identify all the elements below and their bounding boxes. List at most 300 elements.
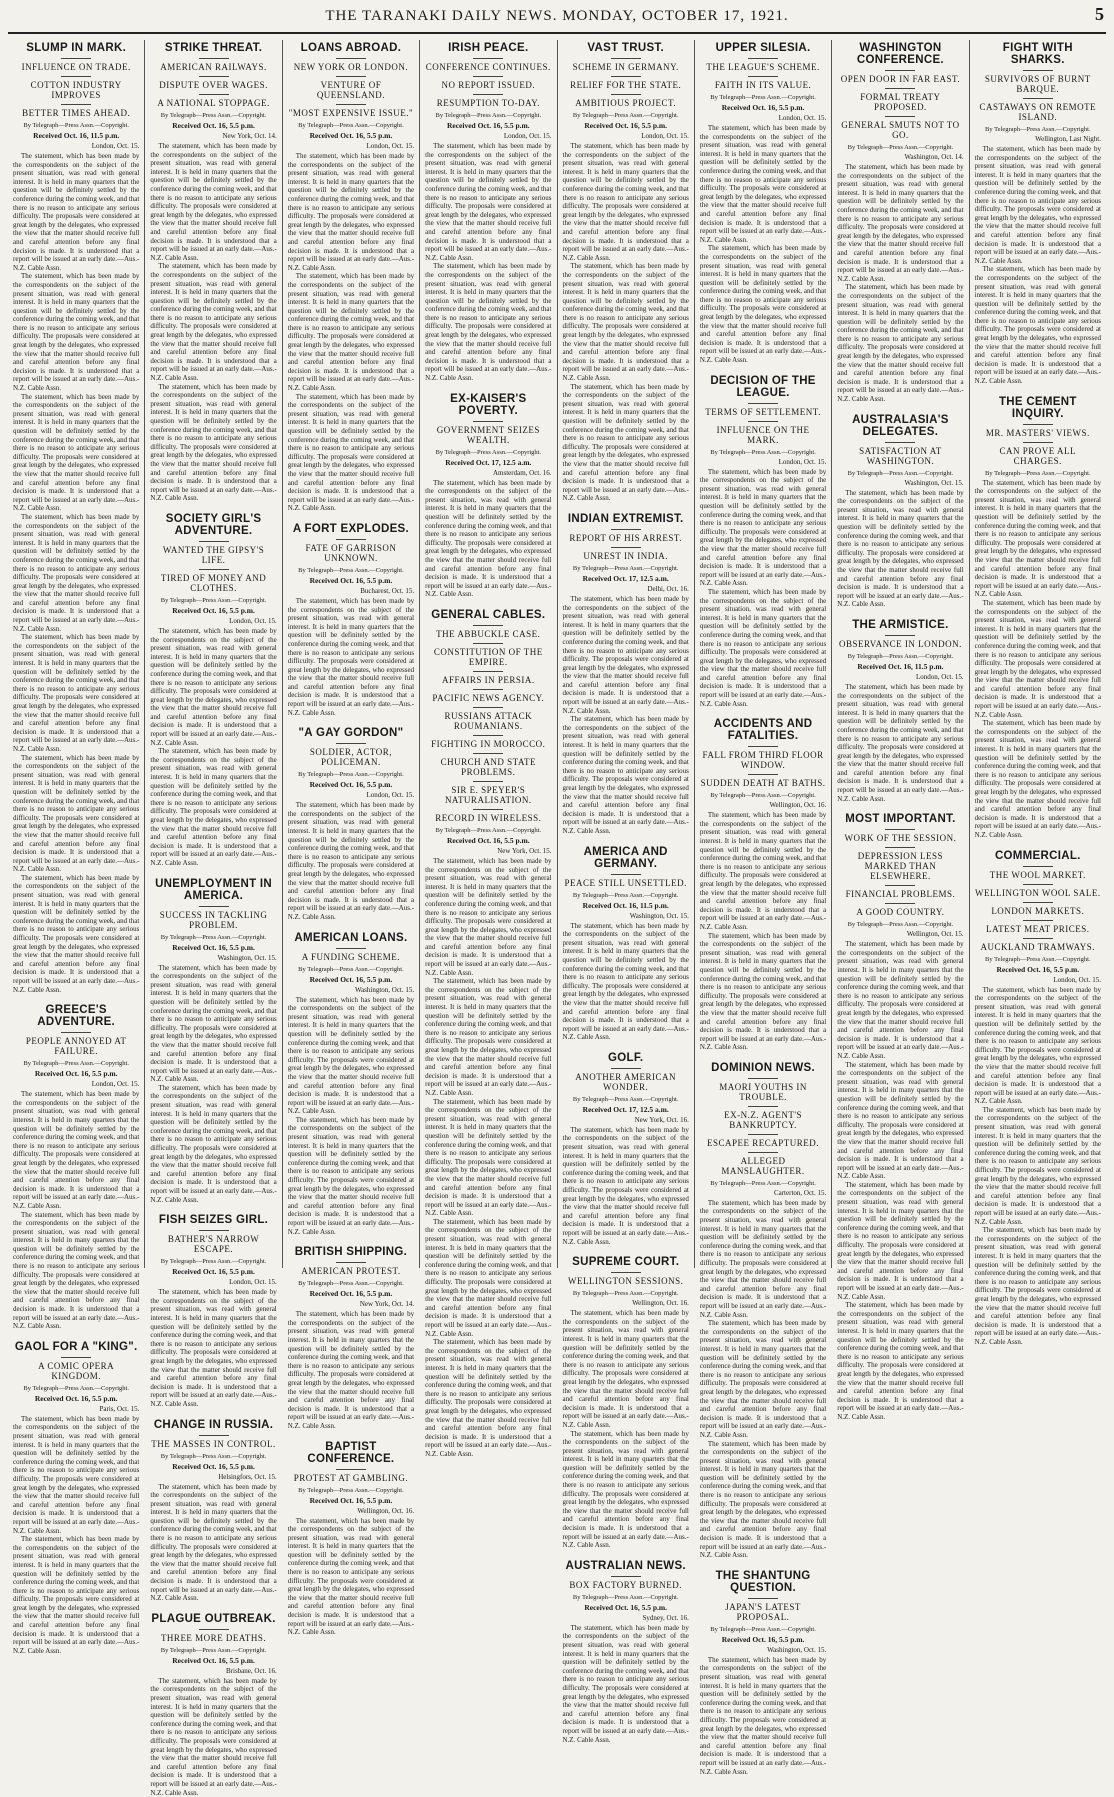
article-headline: CHANGE IN RUSSIA. <box>153 1418 274 1431</box>
divider <box>748 403 778 404</box>
divider <box>473 689 503 690</box>
place-date: Bucharest, Oct. 15. <box>360 586 415 595</box>
article-subheading: AMERICAN PROTEST. <box>301 1266 401 1277</box>
article-paragraph: The statement, which has been made by the correspondents on the subject of the present situation, was read with general interest. It is held in many quarters that the question will be definitely settled by the conference during the coming week, and that there is no reason to anticipate any serious difficulty. The proposals were considered at great length by the delegates, who expressed the view that the matter should receive full and careful attention before any final decision is made. It is understood that a report will be issued at an early date.—Aus.-N.Z. Cable Assn. <box>699 124 827 244</box>
place-date: London, Oct. 15. <box>778 457 827 466</box>
article-paragraph: The statement, which has been made by the correspondents on the subject of the present situation, was read with general interest. It is held in many quarters that the question will be definitely settled by the conference during the coming week, and that there is no reason to anticipate any serious difficulty. The proposals were considered at great length by the delegates, who expressed the view that the matter should receive full and careful attention before any final decision is made. It is understood that a report will be issued at an early date.—Aus.-N.Z. Cable Assn. <box>425 1217 552 1338</box>
article-subheading: CAN PROVE ALL CHARGES. <box>999 445 1077 466</box>
article-subheading: SCHEME IN GERMANY. <box>572 62 679 72</box>
article-subheading: LATEST MEAT PRICES. <box>986 923 1090 934</box>
press-dateline: By Telegraph—Press Assn.—Copyright. <box>572 112 679 119</box>
article-subheading: UNREST IN INDIA. <box>583 550 668 561</box>
article-subheading: CHURCH AND STATE PROBLEMS. <box>440 756 536 777</box>
place-date: Wellington, Oct. 16. <box>769 801 827 810</box>
article <box>563 513 689 836</box>
article-subheading: SUCCESS IN TACKLING PROBLEM. <box>159 909 268 930</box>
article-paragraph: The statement, which has been made by the correspondents on the subject of the present situation, was read with general interest. It is held in many quarters that the question will be definitely settled by the conference during the coming week, and that there is no reason to anticipate any serious difficulty. The proposals were considered at great length by the delegates, who expressed the view that the matter should receive full and careful attention before any final decision is made. It is understood that a report will be issued at an early date.—Aus.-N.Z. Cable Assn. <box>13 1090 140 1210</box>
article-paragraph: The statement, which has been made by the correspondents on the subject of the present situation, was read with general interest. It is held in many quarters that the question will be definitely settled by the conference during the coming week, and that there is no reason to anticipate any serious difficulty. The proposals were considered at great length by the delegates, who expressed the view that the matter should receive full and careful attention before any final decision is made. It is understood that a report will be issued at an early date.—Aus.-N.Z. Cable Assn. <box>699 587 827 708</box>
article-subheading: FIGHTING IN MOROCCO. <box>431 738 546 749</box>
divider <box>473 421 503 422</box>
divider <box>473 643 503 644</box>
divider <box>336 58 366 59</box>
press-dateline: By Telegraph—Press Assn.—Copyright. <box>572 1290 679 1298</box>
article <box>425 393 551 599</box>
press-dateline: By Telegraph—Press Assn.—Copyright. <box>847 921 954 929</box>
divider <box>473 753 503 754</box>
article-paragraph: The statement, which has been made by the correspondents on the subject of the present situation, was read with general interest. It is held in many quarters that the question will be definitely settled by the conference during the coming week, and that there is no reason to anticipate any serious difficulty. The proposals were considered at great length by the delegates, who expressed the view that the matter should receive full and careful attention before any final decision is made. It is understood that a report will be issued at an early date.—Aus.-N.Z. Cable Assn. <box>150 142 277 262</box>
article-paragraph: The statement, which has been made by the correspondents on the subject of the present situation, was read with general interest. It is held in many quarters that the question will be definitely settled by the conference during the coming week, and that there is no reason to anticipate any serious difficulty. The proposals were considered at great length by the delegates, who expressed the view that the matter should receive full and careful attention before any final decision is made. It is understood that a report will be issued at an early date.—Aus.-N.Z. Cable Assn. <box>13 512 140 633</box>
article-paragraph: The statement, which has been made by the correspondents on the subject of the present situation, was read with general interest. It is held in many quarters that the question will be definitely settled by the conference during the coming week, and that there is no reason to anticipate any serious difficulty. The proposals were considered at great length by the delegates, who expressed the view that the matter should receive full and careful attention before any final decision is made. It is understood that a report will be issued at an early date.—Aus.-N.Z. Cable Assn. <box>699 1198 827 1319</box>
received-line: Received Oct. 16, 5.5 p.m. <box>309 1495 393 1505</box>
article-headline: BRITISH SHIPPING. <box>294 1246 408 1259</box>
article-subheading: PROTEST AT GAMBLING. <box>293 1472 409 1483</box>
place-date: Washington, Oct. 15. <box>355 985 415 994</box>
article-paragraph: The statement, which has been made by the correspondents on the subject of the present situation, was read with general interest. It is held in many quarters that the question will be definitely settled by the conference during the coming week, and that there is no reason to anticipate any serious difficulty. The proposals were considered at great length by the delegates, who expressed the view that the matter should receive full and careful attention before any final decision is made. It is understood that a report will be issued at an early date.—Aus.-N.Z. Cable Assn. <box>699 931 827 1052</box>
press-dateline: By Telegraph—Press Assn.—Copyright. <box>710 1625 816 1633</box>
article <box>563 1256 689 1550</box>
article-subheading: WELLINGTON SESSIONS. <box>568 1276 684 1287</box>
place-date: London, Oct. 15. <box>503 132 552 140</box>
article-paragraph: The statement, which has been made by the correspondents on the subject of the present situation, was read with general interest. It is held in many quarters that the question will be definitely settled by the conference during the coming week, and that there is no reason to anticipate any serious difficulty. The proposals were considered at great length by the delegates, who expressed the view that the matter should receive full and careful attention before any final decision is made. It is understood that a report will be issued at an early date.—Aus.-N.Z. Cable Assn. <box>562 1623 689 1744</box>
article-subheading: DISPUTE OVER WAGES. <box>159 80 268 90</box>
article <box>288 932 414 1237</box>
article-paragraph: The statement, which has been made by the correspondents on the subject of the present situation, was read with general interest. It is held in many quarters that the question will be definitely settled by the conference during the coming week, and that there is no reason to anticipate any serious difficulty. The proposals were considered at great length by the delegates, who expressed the view that the matter should receive full and careful attention before any final decision is made. It is understood that a report will be issued at an early date.—Aus.-N.Z. Cable Assn. <box>837 283 964 404</box>
article-paragraph: The statement, which has been made by the correspondents on the subject of the present situation, was read with general interest. It is held in many quarters that the question will be definitely settled by the conference during the coming week, and that there is no reason to anticipate any serious difficulty. The proposals were considered at great length by the delegates, who expressed the view that the matter should receive full and careful attention before any final decision is made. It is understood that a report will be issued at an early date.—Aus.-N.Z. Cable Assn. <box>287 272 415 393</box>
divider <box>885 635 915 636</box>
article-subheading: NO REPORT ISSUED. <box>441 80 536 90</box>
divider <box>748 1106 778 1107</box>
article-paragraph: The statement, which has been made by the correspondents on the subject of the present situation, was read with general interest. It is held in many quarters that the question will be definitely settled by the conference during the coming week, and that there is no reason to anticipate any serious difficulty. The proposals were considered at great length by the delegates, who expressed the view that the matter should receive full and careful attention before any final decision is made. It is understood that a report will be issued at an early date.—Aus.-N.Z. Cable Assn. <box>13 1414 140 1535</box>
divider <box>336 948 366 949</box>
divider <box>473 671 503 672</box>
article-subheading: BATHER'S NARROW ESCAPE. <box>167 1234 260 1255</box>
article-paragraph: The statement, which has been made by the correspondents on the subject of the present situation, was read with general interest. It is held in many quarters that the question will be definitely settled by the conference during the coming week, and that there is no reason to anticipate any serious difficulty. The proposals were considered at great length by the delegates, who expressed the view that the matter should receive full and careful attention before any final decision is made. It is understood that a report will be issued at an early date.—Aus.-N.Z. Cable Assn. <box>837 1301 964 1421</box>
article-subheading: AFFAIRS IN PERSIA. <box>442 674 535 685</box>
article-paragraph: The statement, which has been made by the correspondents on the subject of the present situation, was read with general interest. It is held in many quarters that the question will be definitely settled by the conference during the coming week, and that there is no reason to anticipate any serious difficulty. The proposals were considered at great length by the delegates, who expressed the view that the matter should receive full and careful attention before any final decision is made. It is understood that a report will be issued at an early date.—Aus.-N.Z. Cable Assn. <box>699 1439 827 1560</box>
divider <box>885 88 915 89</box>
place-date: Paris, Oct. 15. <box>99 1404 140 1413</box>
article-paragraph: The statement, which has been made by the correspondents on the subject of the present situation, was read with general interest. It is held in many quarters that the question will be definitely settled by the conference during the coming week, and that there is no reason to anticipate any serious difficulty. The proposals were considered at great length by the delegates, who expressed the view that the matter should receive full and careful attention before any final decision is made. It is understood that a report will be issued at an early date.—Aus.-N.Z. Cable Assn. <box>425 262 552 383</box>
article-paragraph: The statement, which has been made by the correspondents on the subject of the present situation, was read with general interest. It is held in many quarters that the question will be definitely settled by the conference during the coming week, and that there is no reason to anticipate any serious difficulty. The proposals were considered at great length by the delegates, who expressed the view that the matter should receive full and careful attention before any final decision is made. It is understood that a report will be issued at an early date.—Aus.-N.Z. Cable Assn. <box>974 1226 1101 1346</box>
place-date: Brisbane, Oct. 16. <box>226 1666 277 1675</box>
article-headline: DECISION OF THE LEAGUE. <box>710 374 816 399</box>
divider <box>199 569 229 570</box>
article-paragraph: The statement, which has been made by the correspondents on the subject of the present situation, was read with general interest. It is held in many quarters that the question will be definitely settled by the conference during the coming week, and that there is no reason to anticipate any serious difficulty. The proposals were considered at great length by the delegates, who expressed the view that the matter should receive full and careful attention before any final decision is made. It is understood that a report will be issued at an early date.—Aus.-N.Z. Cable Assn. <box>287 392 415 513</box>
place-date: London, Oct. 15. <box>1053 975 1101 984</box>
press-dateline: By Telegraph—Press Assn.—Copyright. <box>985 955 1091 963</box>
news-column <box>832 40 969 1421</box>
divider <box>611 76 641 77</box>
article-subheading: SIR E. SPEYER'S NATURALISATION. <box>444 784 532 805</box>
article-paragraph: The statement, which has been made by the correspondents on the subject of the present situation, was read with general interest. It is held in many quarters that the question will be definitely settled by the conference during the coming week, and that there is no reason to anticipate any serious difficulty. The proposals were considered at great length by the delegates, who expressed the view that the matter should receive full and careful attention before any final decision is made. It is understood that a report will be issued at an early date.—Aus.-N.Z. Cable Assn. <box>562 1125 689 1246</box>
article-paragraph: The statement, which has been made by the correspondents on the subject of the present situation, was read with general interest. It is held in many quarters that the question will be definitely settled by the conference during the coming week, and that there is no reason to anticipate any serious difficulty. The proposals were considered at great length by the delegates, who expressed the view that the matter should receive full and careful attention before any final decision is made. It is understood that a report will be issued at an early date.—Aus.-N.Z. Cable Assn. <box>287 152 415 272</box>
divider <box>885 70 915 71</box>
article-subheading: CONSTITUTION OF THE EMPIRE. <box>433 646 543 667</box>
article-paragraph: The statement, which has been made by the correspondents on the subject of the present situation, was read with general interest. It is held in many quarters that the question will be definitely settled by the conference during the coming week, and that there is no reason to anticipate any serious difficulty. The proposals were considered at great length by the delegates, who expressed the view that the matter should receive full and careful attention before any final decision is made. It is understood that a report will be issued at an early date.—Aus.-N.Z. Cable Assn. <box>287 1115 415 1236</box>
article-paragraph: The statement, which has been made by the correspondents on the subject of the present situation, was read with general interest. It is held in many quarters that the question will be definitely settled by the conference during the coming week, and that there is no reason to anticipate any serious difficulty. The proposals were considered at great length by the delegates, who expressed the view that the matter should receive full and careful attention before any final decision is made. It is understood that a report will be issued at an early date.—Aus.-N.Z. Cable Assn. <box>13 753 140 874</box>
press-dateline: By Telegraph—Press Assn.—Copyright. <box>23 1060 129 1068</box>
place-date: Wellington, Oct. 15. <box>906 930 964 939</box>
article-paragraph: The statement, which has been made by the correspondents on the subject of the present situation, was read with general interest. It is held in many quarters that the question will be definitely settled by the conference during the coming week, and that there is no reason to anticipate any serious difficulty. The proposals were considered at great length by the delegates, who expressed the view that the matter should receive full and careful attention before any final decision is made. It is understood that a report will be issued at an early date.—Aus.-N.Z. Cable Assn. <box>974 145 1101 265</box>
article-subheading: TERMS OF SETTLEMENT. <box>705 406 821 417</box>
article-paragraph: The statement, which has been made by the correspondents on the subject of the present situation, was read with general interest. It is held in many quarters that the question will be definitely settled by the conference during the coming week, and that there is no reason to anticipate any serious difficulty. The proposals were considered at great length by the delegates, who expressed the view that the matter should receive full and careful attention before any final decision is made. It is understood that a report will be issued at an early date.—Aus.-N.Z. Cable Assn. <box>13 152 140 272</box>
article-paragraph: The statement, which has been made by the correspondents on the subject of the present situation, was read with general interest. It is held in many quarters that the question will be definitely settled by the conference during the coming week, and that there is no reason to anticipate any serious difficulty. The proposals were considered at great length by the delegates, who expressed the view that the matter should receive full and careful attention before any final decision is made. It is understood that a report will be issued at an early date.—Aus.-N.Z. Cable Assn. <box>974 985 1101 1106</box>
article-paragraph: The statement, which has been made by the correspondents on the subject of the present situation, was read with general interest. It is held in many quarters that the question will be definitely settled by the conference during the coming week, and that there is no reason to anticipate any serious difficulty. The proposals were considered at great length by the delegates, who expressed the view that the matter should receive full and careful attention before any final decision is made. It is understood that a report will be issued at an early date.—Aus.-N.Z. Cable Assn. <box>425 977 552 1097</box>
article-subheading: RECORD IN WIRELESS. <box>435 812 542 823</box>
article-headline: IRISH PEACE. <box>448 42 529 54</box>
press-dateline: By Telegraph—Press Assn.—Copyright. <box>298 1280 404 1288</box>
article-paragraph: The statement, which has been made by the correspondents on the subject of the present situation, was read with general interest. It is held in many quarters that the question will be definitely settled by the conference during the coming week, and that there is no reason to anticipate any serious difficulty. The proposals were considered at great length by the delegates, who expressed the view that the matter should receive full and careful attention before any final decision is made. It is understood that a report will be issued at an early date.—Aus.-N.Z. Cable Assn. <box>287 801 415 921</box>
divider <box>336 104 366 105</box>
divider <box>748 76 778 77</box>
news-column <box>283 40 420 1637</box>
article <box>13 1341 139 1656</box>
place-date: London, Oct. 15. <box>91 142 140 150</box>
received-line: Received Oct. 16, 5.5 p.m. <box>721 1634 805 1644</box>
press-dateline: By Telegraph—Press Assn.—Copyright. <box>160 1258 267 1266</box>
place-date: Sydney, Oct. 16. <box>642 1613 689 1622</box>
article-headline: SOCIETY GIRL'S ADVENTURE. <box>165 512 262 537</box>
article-subheading: MR. MASTERS' VIEWS. <box>985 427 1090 438</box>
article-paragraph: The statement, which has been made by the correspondents on the subject of the present situation, was read with general interest. It is held in many quarters that the question will be definitely settled by the conference during the coming week, and that there is no reason to anticipate any serious difficulty. The proposals were considered at great length by the delegates, who expressed the view that the matter should receive full and careful attention before any final decision is made. It is understood that a report will be issued at an early date.—Aus.-N.Z. Cable Assn. <box>13 873 140 994</box>
press-dateline: By Telegraph—Press Assn.—Copyright. <box>23 122 129 129</box>
article-headline: AMERICAN LOANS. <box>294 931 408 944</box>
article-subheading: SATISFACTION AT WASHINGTON. <box>859 445 942 466</box>
article <box>975 42 1101 386</box>
divider <box>611 94 641 95</box>
article-headline: THE CEMENT INQUIRY. <box>998 395 1077 420</box>
article-subheading: VENTURE OF QUEENSLAND. <box>316 80 386 100</box>
article-paragraph: The statement, which has been made by the correspondents on the subject of the present situation, was read with general interest. It is held in many quarters that the question will be definitely settled by the conference during the coming week, and that there is no reason to anticipate any serious difficulty. The proposals were considered at great length by the delegates, who expressed the view that the matter should receive full and careful attention before any final decision is made. It is understood that a report will be issued at an early date.—Aus.-N.Z. Cable Assn. <box>562 262 689 383</box>
article-headline: THE ARMISTICE. <box>852 618 949 631</box>
article-headline: UNEMPLOYMENT IN AMERICA. <box>155 877 273 902</box>
place-date: Amsterdam, Oct. 16. <box>492 468 552 477</box>
press-dateline: By Telegraph—Press Assn.—Copyright. <box>985 126 1091 133</box>
article-paragraph: The statement, which has been made by the correspondents on the subject of the present situation, was read with general interest. It is held in many quarters that the question will be definitely settled by the conference during the coming week, and that there is no reason to anticipate any serious difficulty. The proposals were considered at great length by the delegates, who expressed the view that the matter should receive full and careful attention before any final decision is made. It is understood that a report will be issued at an early date.—Aus.-N.Z. Cable Assn. <box>562 594 689 715</box>
press-dateline: By Telegraph—Press Assn.—Copyright. <box>435 826 542 834</box>
divider <box>336 743 366 744</box>
page-number: 5 <box>1095 4 1104 24</box>
divider <box>473 781 503 782</box>
press-dateline: By Telegraph—Press Assn.—Copyright. <box>710 448 816 456</box>
press-dateline: By Telegraph—Press Assn.—Copyright. <box>710 792 816 800</box>
masthead <box>8 2 1106 34</box>
press-dateline: By Telegraph—Press Assn.—Copyright. <box>435 448 542 456</box>
press-dateline: By Telegraph—Press Assn.—Copyright. <box>710 94 816 101</box>
article-subheading: THE LEAGUE'S SCHEME. <box>706 62 820 72</box>
article-paragraph: The statement, which has been made by the correspondents on the subject of the present situation, was read with general interest. It is held in many quarters that the question will be definitely settled by the conference during the coming week, and that there is no reason to anticipate any serious difficulty. The proposals were considered at great length by the delegates, who expressed the view that the matter should receive full and careful attention before any final decision is made. It is understood that a report will be issued at an early date.—Aus.-N.Z. Cable Assn. <box>425 1097 552 1218</box>
article-subheading: ALLEGED MANSLAUGHTER. <box>721 1155 805 1176</box>
article-subheading: OBSERVANCE IN LONDON. <box>839 638 962 649</box>
article-paragraph: The statement, which has been made by the correspondents on the subject of the present situation, was read with general interest. It is held in many quarters that the question will be definitely settled by the conference during the coming week, and that there is no reason to anticipate any serious difficulty. The proposals were considered at great length by the delegates, who expressed the view that the matter should receive full and careful attention before any final decision is made. It is understood that a report will be issued at an early date.—Aus.-N.Z. Cable Assn. <box>562 382 689 503</box>
article-paragraph: The statement, which has been made by the correspondents on the subject of the present situation, was read with general interest. It is held in many quarters that the question will be definitely settled by the conference during the coming week, and that there is no reason to anticipate any serious difficulty. The proposals were considered at great length by the delegates, who expressed the view that the matter should receive full and careful attention before any final decision is made. It is understood that a report will be issued at an early date.—Aus.-N.Z. Cable Assn. <box>150 1676 277 1797</box>
article-subheading: FAITH IN ITS VALUE. <box>714 80 812 90</box>
article-headline: AUSTRALIAN NEWS. <box>565 1559 686 1572</box>
article-subheading: FALL FROM THIRD FLOOR WINDOW. <box>702 750 824 771</box>
divider <box>473 809 503 810</box>
press-dateline: By Telegraph—Press Assn.—Copyright. <box>160 933 267 941</box>
received-line: Received Oct. 17, 12.5 a.m. <box>582 1104 669 1114</box>
received-line: Received Oct. 16, 5.5 p.m. <box>309 131 393 140</box>
divider <box>611 547 641 548</box>
article-headline: SUPREME COURT. <box>572 1256 680 1269</box>
place-date: Delhi, Oct. 16. <box>647 584 689 593</box>
divider <box>61 76 91 77</box>
divider <box>885 116 915 117</box>
divider <box>1023 938 1053 939</box>
press-dateline: By Telegraph—Press Assn.—Copyright. <box>847 144 954 151</box>
received-line: Received Oct. 16, 5.5 p.m. <box>309 575 393 585</box>
divider <box>748 1134 778 1135</box>
article-subheading: A COMIC OPERA KINGDOM. <box>38 1360 115 1381</box>
article-subheading: THE ABBUCKLE CASE. <box>436 628 541 639</box>
press-dateline: By Telegraph—Press Assn.—Copyright. <box>298 771 404 779</box>
article <box>288 1246 414 1430</box>
masthead-title: THE TARANAKI DAILY NEWS. MONDAY, OCTOBER 17, 1921. <box>325 8 789 24</box>
article-subheading: THE WOOL MARKET. <box>989 869 1086 880</box>
place-date: Washington, Oct. 14. <box>904 153 964 161</box>
divider <box>885 885 915 886</box>
article-subheading: FATE OF GARRISON UNKNOWN. <box>305 542 397 563</box>
article <box>150 513 276 868</box>
article-subheading: AMERICAN RAILWAYS. <box>160 62 267 72</box>
divider <box>199 58 229 59</box>
divider <box>885 442 915 443</box>
article-headline: AMERICA AND GERMANY. <box>583 845 668 870</box>
article <box>150 878 276 1205</box>
article-subheading: A FUNDING SCHEME. <box>301 951 401 962</box>
article-paragraph: The statement, which has been made by the correspondents on the subject of the present situation, was read with general interest. It is held in many quarters that the question will be definitely settled by the conference during the coming week, and that there is no reason to anticipate any serious difficulty. The proposals were considered at great length by the delegates, who expressed the view that the matter should receive full and careful attention before any final decision is made. It is understood that a report will be issued at an early date.—Aus.-N.Z. Cable Assn. <box>150 382 277 503</box>
article-subheading: ANOTHER AMERICAN WONDER. <box>575 1071 677 1092</box>
article-paragraph: The statement, which has been made by the correspondents on the subject of the present situation, was read with general interest. It is held in many quarters that the question will be definitely settled by the conference during the coming week, and that there is no reason to anticipate any serious difficulty. The proposals were considered at great length by the delegates, who expressed the view that the matter should receive full and careful attention before any final decision is made. It is understood that a report will be issued at an early date.—Aus.-N.Z. Cable Assn. <box>837 163 964 283</box>
article-subheading: NEW YORK OR LONDON. <box>293 62 409 72</box>
divider <box>473 735 503 736</box>
divider <box>336 1262 366 1263</box>
article-subheading: PEACE STILL UNSETTLED. <box>564 877 687 888</box>
article-subheading: RELIEF FOR THE STATE. <box>570 80 682 90</box>
press-dateline: By Telegraph—Press Assn.—Copyright. <box>710 1179 816 1187</box>
article-headline: MOST IMPORTANT. <box>845 813 956 826</box>
divider <box>1023 70 1053 71</box>
received-line: Received Oct. 16, 5.5 p.m. <box>584 1602 668 1612</box>
divider <box>611 874 641 875</box>
article-subheading: THREE MORE DEATHS. <box>160 1632 267 1643</box>
received-line: Received Oct. 16, 5.5 p.m. <box>309 780 393 790</box>
divider <box>1023 442 1053 443</box>
received-line: Received Oct. 16, 5.5 p.m. <box>996 964 1080 974</box>
article-subheading: GENERAL SMUTS NOT TO GO. <box>841 120 960 140</box>
divider <box>748 1078 778 1079</box>
place-date: New York, Oct. 15. <box>497 846 552 855</box>
article-subheading: "MOST EXPENSIVE ISSUE." <box>288 108 414 118</box>
divider <box>611 1576 641 1577</box>
place-date: London, Oct. 15. <box>915 672 964 681</box>
divider <box>611 1068 641 1069</box>
received-line: Received Oct. 17, 12.5 a.m. <box>445 457 532 467</box>
article <box>425 609 551 1459</box>
received-line: Received Oct. 16, 11.5 p.m. <box>33 131 120 140</box>
divider <box>611 1272 641 1273</box>
place-date: Wellington, Oct. 16. <box>357 1506 415 1515</box>
article-subheading: INFLUENCE ON THE MARK. <box>716 424 810 445</box>
received-line: Received Oct. 16, 11.5 p.m. <box>582 900 669 910</box>
article-paragraph: The statement, which has been made by the correspondents on the subject of the present situation, was read with general interest. It is held in many quarters that the question will be definitely settled by the conference during the coming week, and that there is no reason to anticipate any serious difficulty. The proposals were considered at great length by the delegates, who expressed the view that the matter should receive full and careful attention before any final decision is made. It is understood that a report will be issued at an early date.—Aus.-N.Z. Cable Assn. <box>287 995 415 1116</box>
article-paragraph: The statement, which has been made by the correspondents on the subject of the present situation, was read with general interest. It is held in many quarters that the question will be definitely settled by the conference during the coming week, and that there is no reason to anticipate any serious difficulty. The proposals were considered at great length by the delegates, who expressed the view that the matter should receive full and careful attention before any final decision is made. It is understood that a report will be issued at an early date.—Aus.-N.Z. Cable Assn. <box>974 478 1101 599</box>
divider <box>885 903 915 904</box>
article-subheading: RESUMPTION TO-DAY. <box>436 98 540 108</box>
article-paragraph: The statement, which has been made by the correspondents on the subject of the present situation, was read with general interest. It is held in many quarters that the question will be definitely settled by the conference during the coming week, and that there is no reason to anticipate any serious difficulty. The proposals were considered at great length by the delegates, who expressed the view that the matter should receive full and careful attention before any final decision is made. It is understood that a report will be issued at an early date.—Aus.-N.Z. Cable Assn. <box>150 1288 277 1408</box>
divider <box>1023 902 1053 903</box>
divider <box>748 58 778 59</box>
article <box>288 727 414 921</box>
article <box>425 42 551 383</box>
article-subheading: BETTER TIMES AHEAD. <box>22 108 131 118</box>
article-headline: LOANS ABROAD. <box>300 42 402 54</box>
article-subheading: BOX FACTORY BURNED. <box>569 1579 682 1590</box>
article-paragraph: The statement, which has been made by the correspondents on the subject of the present situation, was read with general interest. It is held in many quarters that the question will be definitely settled by the conference during the coming week, and that there is no reason to anticipate any serious difficulty. The proposals were considered at great length by the delegates, who expressed the view that the matter should receive full and careful attention before any final decision is made. It is understood that a report will be issued at an early date.—Aus.-N.Z. Cable Assn. <box>150 1482 277 1603</box>
article <box>288 42 414 513</box>
article-subheading: REPORT OF HIS ARREST. <box>569 532 683 543</box>
received-line: Received Oct. 17, 12.5 a.m. <box>582 573 669 583</box>
press-dateline: By Telegraph—Press Assn.—Copyright. <box>160 596 267 604</box>
article <box>563 1052 689 1246</box>
divider <box>336 76 366 77</box>
article <box>150 1419 276 1603</box>
article-paragraph: The statement, which has been made by the correspondents on the subject of the present situation, was read with general interest. It is held in many quarters that the question will be definitely settled by the conference during the coming week, and that there is no reason to anticipate any serious difficulty. The proposals were considered at great length by the delegates, who expressed the view that the matter should receive full and careful attention before any final decision is made. It is understood that a report will be issued at an early date.—Aus.-N.Z. Cable Assn. <box>974 598 1101 719</box>
article-paragraph: The statement, which has been made by the correspondents on the subject of the present situation, was read with general interest. It is held in many quarters that the question will be definitely settled by the conference during the coming week, and that there is no reason to anticipate any serious difficulty. The proposals were considered at great length by the delegates, who expressed the view that the matter should receive full and careful attention before any final decision is made. It is understood that a report will be issued at an early date.—Aus.-N.Z. Cable Assn. <box>699 244 827 365</box>
article <box>150 42 276 503</box>
article <box>288 1441 414 1637</box>
article-subheading: INFLUENCE ON TRADE. <box>21 62 131 72</box>
article-paragraph: The statement, which has been made by the correspondents on the subject of the present situation, was read with general interest. It is held in many quarters that the question will be definitely settled by the conference during the coming week, and that there is no reason to anticipate any serious difficulty. The proposals were considered at great length by the delegates, who expressed the view that the matter should receive full and careful attention before any final decision is made. It is understood that a report will be issued at an early date.—Aus.-N.Z. Cable Assn. <box>974 719 1101 839</box>
article-subheading: THE MASSES IN CONTROL. <box>151 1438 276 1449</box>
article-subheading: AUCKLAND TRAMWAYS. <box>980 941 1096 952</box>
received-line: Received Oct. 16, 5.5 p.m. <box>172 605 255 615</box>
news-column <box>558 40 695 1744</box>
received-line: Received Oct. 16, 5.5 p.m. <box>172 1267 255 1277</box>
divider <box>1023 424 1053 425</box>
place-date: Washington, Oct. 15. <box>767 1645 827 1654</box>
article-paragraph: The statement, which has been made by the correspondents on the subject of the present situation, was read with general interest. It is held in many quarters that the question will be definitely settled by the conference during the coming week, and that there is no reason to anticipate any serious difficulty. The proposals were considered at great length by the delegates, who expressed the view that the matter should receive full and careful attention before any final decision is made. It is understood that a report will be issued at an early date.—Aus.-N.Z. Cable Assn. <box>699 1319 827 1439</box>
received-line: Received Oct. 16, 5.5 p.m. <box>34 1069 118 1079</box>
place-date: New York, Oct. 16. <box>634 1115 689 1124</box>
article-paragraph: The statement, which has been made by the correspondents on the subject of the present situation, was read with general interest. It is held in many quarters that the question will be definitely settled by the conference during the coming week, and that there is no reason to anticipate any serious difficulty. The proposals were considered at great length by the delegates, who expressed the view that the matter should receive full and careful attention before any final decision is made. It is understood that a report will be issued at an early date.—Aus.-N.Z. Cable Assn. <box>13 272 140 393</box>
divider <box>199 76 229 77</box>
divider <box>748 1152 778 1153</box>
divider <box>336 539 366 540</box>
divider <box>1023 920 1053 921</box>
divider <box>611 58 641 59</box>
press-dateline: By Telegraph—Press Assn.—Copyright. <box>298 122 404 129</box>
news-column <box>695 40 832 1776</box>
divider <box>748 774 778 775</box>
place-date: Wellington, Oct. 16. <box>632 1299 689 1308</box>
press-dateline: By Telegraph—Press Assn.—Copyright. <box>847 652 954 660</box>
divider <box>748 421 778 422</box>
place-date: London, Oct. 15. <box>91 1080 140 1089</box>
divider <box>1023 98 1053 99</box>
article-paragraph: The statement, which has been made by the correspondents on the subject of the present situation, was read with general interest. It is held in many quarters that the question will be definitely settled by the conference during the coming week, and that there is no reason to anticipate any serious difficulty. The proposals were considered at great length by the delegates, who expressed the view that the matter should receive full and careful attention before any final decision is made. It is understood that a report will be issued at an early date.—Aus.-N.Z. Cable Assn. <box>13 392 140 513</box>
divider <box>1023 866 1053 867</box>
press-dateline: By Telegraph—Press Assn.—Copyright. <box>160 1452 267 1460</box>
press-dateline: By Telegraph—Press Assn.—Copyright. <box>572 1095 679 1103</box>
article <box>563 1560 689 1744</box>
press-dateline: By Telegraph—Press Assn.—Copyright. <box>160 112 267 119</box>
place-date: London, Oct. 15. <box>229 1278 277 1287</box>
article-subheading: MAORI YOUTHS IN TROUBLE. <box>719 1081 807 1102</box>
article-paragraph: The statement, which has been made by the correspondents on the subject of the present situation, was read with general interest. It is held in many quarters that the question will be definitely settled by the conference during the coming week, and that there is no reason to anticipate any serious difficulty. The proposals were considered at great length by the delegates, who expressed the view that the matter should receive full and careful attention before any final decision is made. It is understood that a report will be issued at an early date.—Aus.-N.Z. Cable Assn. <box>699 467 827 588</box>
article-headline: THE SHANTUNG QUESTION. <box>715 1569 811 1594</box>
article-subheading: JAPAN'S LATEST PROPOSAL. <box>725 1601 801 1622</box>
press-dateline: By Telegraph—Press Assn.—Copyright. <box>985 469 1091 477</box>
article <box>13 1004 139 1331</box>
article-subheading: PACIFIC NEWS AGENCY. <box>432 692 545 703</box>
article-headline: INDIAN EXTREMIST. <box>567 512 684 525</box>
article-subheading: WORK OF THE SESSION. <box>844 833 957 844</box>
received-line: Received Oct. 16, 5.5 p.m. <box>172 1461 255 1471</box>
article-paragraph: The statement, which has been made by the correspondents on the subject of the present situation, was read with general interest. It is held in many quarters that the question will be definitely settled by the conference during the coming week, and that there is no reason to anticipate any serious difficulty. The proposals were considered at great length by the delegates, who expressed the view that the matter should receive full and careful attention before any final decision is made. It is understood that a report will be issued at an early date.—Aus.-N.Z. Cable Assn. <box>425 478 552 599</box>
article <box>700 1570 826 1776</box>
article <box>150 1214 276 1408</box>
press-dateline: By Telegraph—Press Assn.—Copyright. <box>572 1593 679 1601</box>
article-paragraph: The statement, which has been made by the correspondents on the subject of the present situation, was read with general interest. It is held in many quarters that the question will be definitely settled by the conference during the coming week, and that there is no reason to anticipate any serious difficulty. The proposals were considered at great length by the delegates, who expressed the view that the matter should receive full and careful attention before any final decision is made. It is understood that a report will be issued at an early date.—Aus.-N.Z. Cable Assn. <box>150 626 277 747</box>
article <box>700 1062 826 1560</box>
divider <box>61 1032 91 1033</box>
article-paragraph: The statement, which has been made by the correspondents on the subject of the present situation, was read with general interest. It is held in many quarters that the question will be definitely settled by the conference during the coming week, and that there is no reason to anticipate any serious difficulty. The proposals were considered at great length by the delegates, who expressed the view that the matter should receive full and careful attention before any final decision is made. It is understood that a report will be issued at an early date.—Aus.-N.Z. Cable Assn. <box>562 1429 689 1550</box>
article-subheading: FORMAL TREATY PROPOSED. <box>860 92 941 112</box>
article-paragraph: The statement, which has been made by the correspondents on the subject of the present situation, was read with general interest. It is held in many quarters that the question will be definitely settled by the conference during the coming week, and that there is no reason to anticipate any serious difficulty. The proposals were considered at great length by the delegates, who expressed the view that the matter should receive full and careful attention before any final decision is made. It is understood that a report will be issued at an early date.—Aus.-N.Z. Cable Assn. <box>13 1535 140 1655</box>
article-subheading: WELLINGTON WOOL SALE. <box>975 887 1101 898</box>
place-date: Washington, Oct. 15. <box>904 478 964 487</box>
article-subheading: DEPRESSION LESS MARKED THAN ELSEWHERE. <box>857 851 944 882</box>
press-dateline: By Telegraph—Press Assn.—Copyright. <box>847 469 954 477</box>
article <box>837 414 963 609</box>
article-subheading: LONDON MARKETS. <box>991 905 1085 916</box>
article-subheading: GOVERNMENT SEIZES WEALTH. <box>436 424 540 445</box>
article-paragraph: The statement, which has been made by the correspondents on the subject of the present situation, was read with general interest. It is held in many quarters that the question will be definitely settled by the conference during the coming week, and that there is no reason to anticipate any serious difficulty. The proposals were considered at great length by the delegates, who expressed the view that the matter should receive full and careful attention before any final decision is made. It is understood that a report will be issued at an early date.—Aus.-N.Z. Cable Assn. <box>425 856 552 977</box>
article <box>563 42 689 503</box>
article-paragraph: The statement, which has been made by the correspondents on the subject of the present situation, was read with general interest. It is held in many quarters that the question will be definitely settled by the conference during the coming week, and that there is no reason to anticipate any serious difficulty. The proposals were considered at great length by the delegates, who expressed the view that the matter should receive full and careful attention before any final decision is made. It is understood that a report will be issued at an early date.—Aus.-N.Z. Cable Assn. <box>150 747 277 867</box>
article-headline: GOLF. <box>608 1051 644 1064</box>
received-line: Received Oct. 16, 5.5 p.m. <box>446 835 530 845</box>
article <box>288 523 414 717</box>
divider <box>611 529 641 530</box>
divider <box>473 58 503 59</box>
article-paragraph: The statement, which has been made by the correspondents on the subject of the present situation, was read with general interest. It is held in many quarters that the question will be definitely settled by the conference during the coming week, and that there is no reason to anticipate any serious difficulty. The proposals were considered at great length by the delegates, who expressed the view that the matter should receive full and careful attention before any final decision is made. It is understood that a report will be issued at an early date.—Aus.-N.Z. Cable Assn. <box>287 596 415 717</box>
article-headline: "A GAY GORDON" <box>298 727 404 740</box>
place-date: New York, Oct. 14. <box>359 1300 415 1309</box>
article <box>975 850 1101 1347</box>
press-dateline: By Telegraph—Press Assn.—Copyright. <box>572 564 679 572</box>
received-line: Received Oct. 16, 11.5 p.m. <box>857 661 944 671</box>
place-date: Carterton, Oct. 15. <box>773 1188 827 1197</box>
article-subheading: CASTAWAYS ON REMOTE ISLAND. <box>979 102 1097 122</box>
place-date: London, Oct. 15. <box>641 132 689 140</box>
article-subheading: FINANCIAL PROBLEMS. <box>845 889 956 900</box>
news-column <box>8 40 145 1655</box>
article-headline: PLAGUE OUTBREAK. <box>151 1612 276 1625</box>
article <box>563 846 689 1042</box>
place-date: London, Oct. 15. <box>366 142 415 150</box>
divider <box>61 58 91 59</box>
article <box>13 42 139 994</box>
article <box>150 1613 276 1797</box>
press-dateline: By Telegraph—Press Assn.—Copyright. <box>298 566 404 574</box>
article-subheading: SUDDEN DEATH AT BATHS. <box>700 778 826 789</box>
place-date: Helsingfors, Oct. 15. <box>218 1472 277 1481</box>
received-line: Received Oct. 16, 5.5 p.m. <box>309 1289 393 1299</box>
press-dateline: By Telegraph—Press Assn.—Copyright. <box>435 112 542 119</box>
